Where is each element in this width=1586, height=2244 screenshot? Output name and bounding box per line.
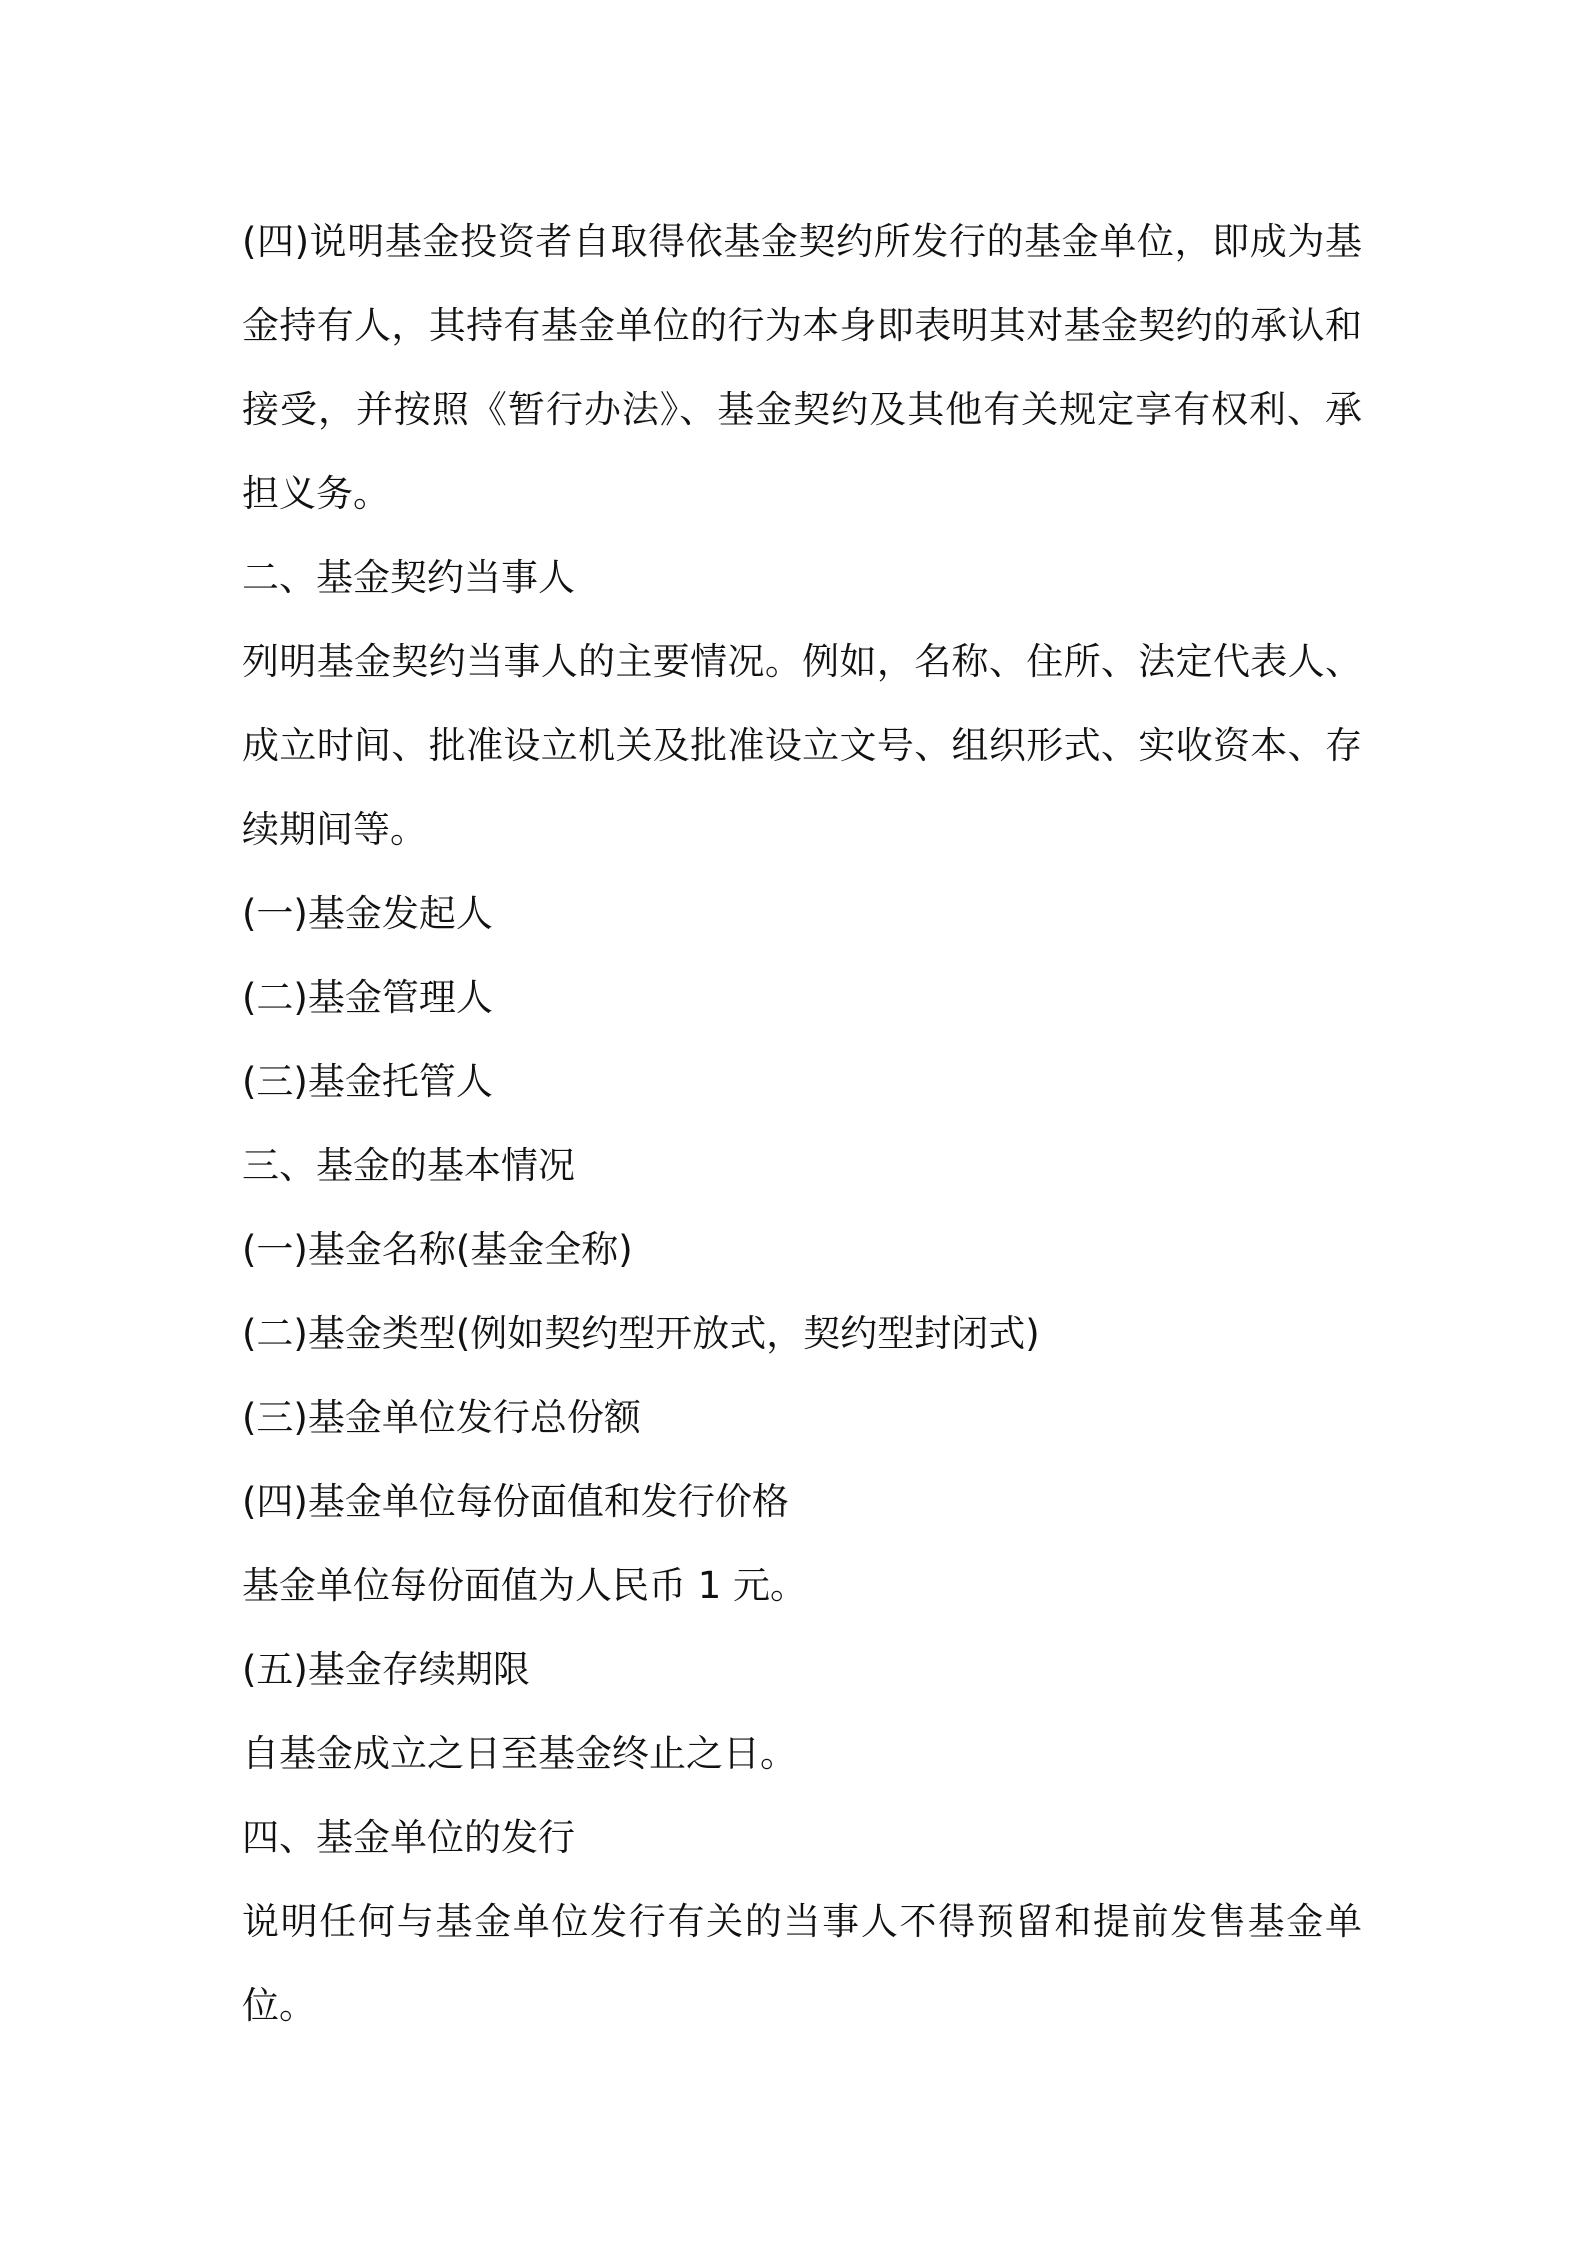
section-heading-issuance: 四、基金单位的发行 — [242, 1816, 575, 1859]
list-item-sponsor: (一)基金发起人 — [242, 892, 493, 935]
section-heading-parties: 二、基金契约当事人 — [242, 556, 575, 599]
paragraph-line: 列明基金契约当事人的主要情况。例如，名称、住所、法定代表人、 — [242, 640, 1362, 683]
paragraph-line: 说明任何与基金单位发行有关的当事人不得预留和提前发售基金单 — [242, 1900, 1362, 1943]
list-item-fund-name: (一)基金名称(基金全称) — [242, 1228, 633, 1271]
paragraph-line: 金持有人，其持有基金单位的行为本身即表明其对基金契约的承认和 — [242, 304, 1362, 347]
paragraph-line: 成立时间、批准设立机关及批准设立文号、组织形式、实收资本、存 — [242, 724, 1362, 767]
text-duration: 自基金成立之日至基金终止之日。 — [242, 1732, 797, 1775]
document-page — [242, 200, 1362, 2048]
list-item-fund-type: (二)基金类型(例如契约型开放式，契约型封闭式) — [242, 1312, 1040, 1355]
list-item-duration: (五)基金存续期限 — [242, 1648, 530, 1691]
paragraph-line: 续期间等。 — [242, 808, 427, 851]
paragraph-issuance-rule — [242, 1880, 1362, 2048]
paragraph-investor-acknowledgement — [242, 200, 1362, 536]
list-item-custodian: (三)基金托管人 — [242, 1060, 493, 1103]
text-par-value: 基金单位每份面值为人民币 1 元。 — [242, 1564, 808, 1607]
paragraph-parties-details — [242, 620, 1362, 872]
list-item-par-value-price: (四)基金单位每份面值和发行价格 — [242, 1480, 789, 1523]
list-item-manager: (二)基金管理人 — [242, 976, 493, 1019]
paragraph-line: 接受，并按照《暂行办法》、基金契约及其他有关规定享有权利、承 — [242, 388, 1362, 431]
list-item-total-units: (三)基金单位发行总份额 — [242, 1396, 641, 1439]
paragraph-line: 位。 — [242, 1984, 316, 2027]
paragraph-line: (四)说明基金投资者自取得依基金契约所发行的基金单位，即成为基 — [242, 220, 1362, 263]
section-heading-fund-basics: 三、基金的基本情况 — [242, 1144, 575, 1187]
paragraph-line: 担义务。 — [242, 472, 390, 515]
